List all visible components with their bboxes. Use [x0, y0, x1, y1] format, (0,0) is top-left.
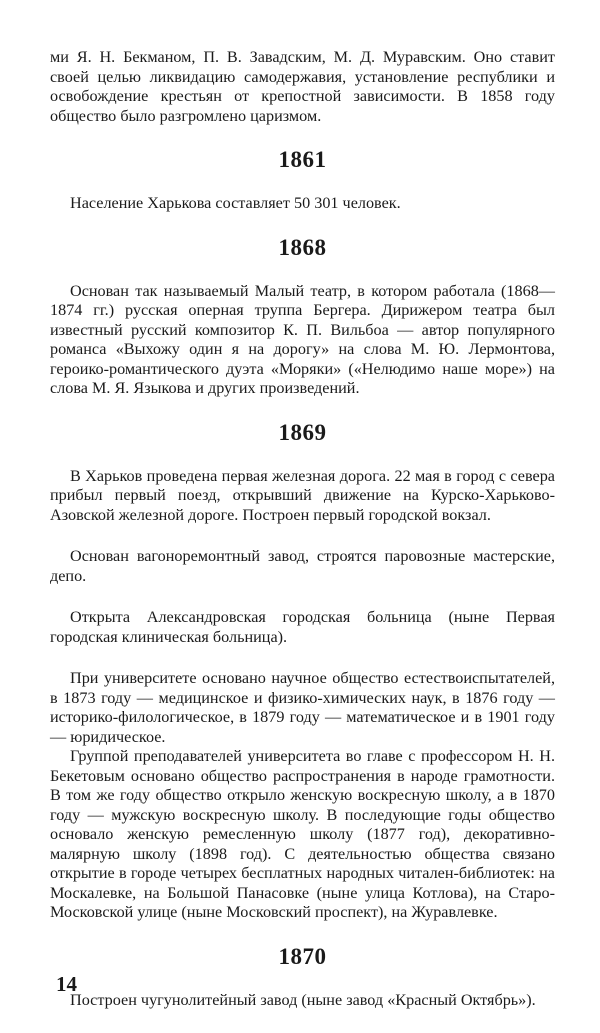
page-content [50, 48, 555, 1010]
paragraph-1869-naturalists-society: При университете основано научное общество естествоиспытателей, в 1873 году — медицинское и физико-химических наук, в 1876 году — историко-филологическое, в 1879 году — математическое и в 1901 году — юридическое. [50, 669, 555, 746]
year-heading-1868: 1868 [278, 234, 327, 260]
paragraph-1869-railway: В Харьков проведена первая железная дорога. 22 мая в город с севера прибыл первый поезд, открывший движение на Курско-Харьково-Азовской железной дороге. Построен первый городской вокзал. [50, 466, 555, 524]
paragraph-1861-population: Население Харькова составляет 50 301 человек. [70, 194, 401, 212]
paragraph-1870-foundry: Построен чугунолитейный завод (ныне завод «Красный Октябрь»). [70, 990, 536, 1009]
paragraph-1869-repair-plant: Основан вагоноремонтный завод, строятся паровозные мастерские, депо. [50, 547, 555, 585]
intro-paragraph: ми Я. Н. Бекманом, П. В. Завадским, М. Д. Муравским. Оно ставит своей целью ликвидацию самодержавия, установление республики и освобождение крестьян от крепостной зависимости. В 1858 году общество было разгромлено царизмом. [50, 48, 555, 125]
year-heading-1869: 1869 [278, 419, 327, 445]
page-number: 14 [56, 972, 77, 996]
paragraph-1869-literacy-society: Группой преподавателей университета во главе с профессором Н. Н. Бекетовым основано общество распространения в народе грамотности. В том же году общество открыло женскую воскресную школу, а в 1870 году — мужскую воскресную школу. В последующие годы общество основало женскую ремесленную школу (1877 год), декоративно-малярную школу (1898 год). С деятельностью общества связано открытие в городе четырех бесплатных народных читален-библиотек: на Москалевке, на Большой Панасовке (ныне улица Котлова), на Старо-Московской улице (ныне Московский проспект), на Журавлевке. [50, 747, 555, 921]
paragraph-1869-hospital: Открыта Александровская городская больница (ныне Первая городская клиническая больница). [50, 608, 555, 646]
year-heading-1870: 1870 [278, 943, 327, 969]
paragraph-1868-theatre: Основан так называемый Малый театр, в котором работала (1868—1874 гг.) русская оперная труппа Бергера. Дирижером театра был известный русский композитор К. П. Вильбоа — автор популярного романса «Выхожу один я на дорогу» на слова М. Ю. Лермонтова, героико-романтического дуэта «Моряки» («Нелюдимо наше море») на слова М. Я. Языкова и других произведений. [50, 281, 555, 397]
year-heading-1861: 1861 [278, 147, 327, 172]
